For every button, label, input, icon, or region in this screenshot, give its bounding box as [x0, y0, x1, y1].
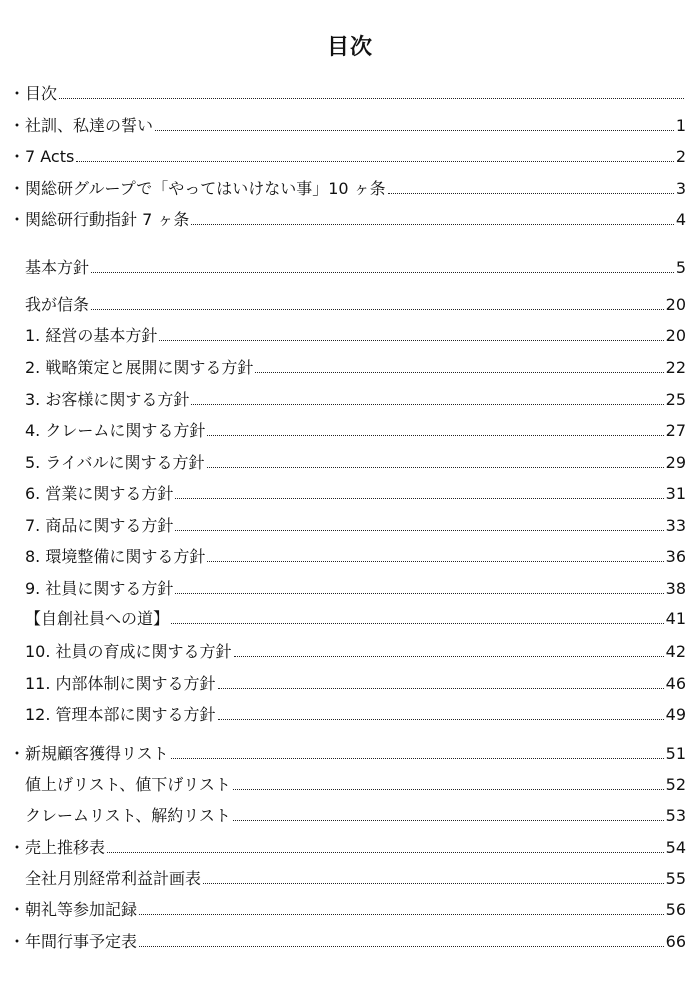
dot-leader [255, 372, 663, 373]
toc-page-number: 53 [665, 806, 686, 825]
dot-leader [207, 467, 664, 468]
toc-entry-label: 8. 環境整備に関する方針 [25, 547, 206, 566]
toc-page-number: 25 [665, 390, 686, 409]
toc-entry[interactable] [9, 605, 686, 629]
toc-entry-label: 6. 営業に関する方針 [25, 484, 174, 503]
dot-leader [76, 161, 673, 162]
dot-leader [207, 435, 663, 436]
toc-entry[interactable] [9, 575, 686, 599]
toc-page-number: 55 [665, 869, 686, 888]
toc-entry-label: 年間行事予定表 [25, 932, 138, 951]
dot-leader [155, 130, 674, 131]
toc-entry[interactable] [9, 322, 686, 346]
toc-entry[interactable] [9, 480, 686, 504]
dot-leader [139, 914, 664, 915]
toc-page-number: 1 [675, 116, 686, 135]
toc-page-number: 41 [665, 609, 686, 628]
dot-leader [218, 688, 664, 689]
dot-leader [191, 404, 663, 405]
toc-entry-label: 関総研グループで「やってはいけない事」10 ヶ条 [25, 179, 386, 198]
toc-page-number: 27 [665, 421, 686, 440]
toc-entry-label: 4. クレームに関する方針 [25, 421, 206, 440]
toc-entry[interactable] [9, 701, 686, 725]
toc-entry[interactable] [9, 80, 686, 104]
toc-entry[interactable] [9, 112, 686, 136]
toc-page-number: 56 [665, 900, 686, 919]
toc-entry-label: 目次 [25, 84, 58, 103]
toc-bullet: ・ [9, 179, 26, 198]
toc-entry-label: 11. 内部体制に関する方針 [25, 674, 216, 693]
toc-entry[interactable] [9, 512, 686, 536]
toc-entry[interactable] [9, 543, 686, 567]
toc-bullet: ・ [9, 900, 26, 919]
dot-leader [175, 593, 663, 594]
toc-entry[interactable] [9, 670, 686, 694]
toc-entry-label: 値上げリスト、値下げリスト [25, 775, 231, 794]
toc-page-number: 31 [665, 484, 686, 503]
toc-page-number: 29 [665, 453, 686, 472]
toc-page-number: 4 [675, 210, 686, 229]
toc-page-number: 38 [665, 579, 686, 598]
toc-page-number: 54 [665, 838, 686, 857]
toc-entry[interactable] [9, 143, 686, 167]
dot-leader [139, 946, 664, 947]
dot-leader [207, 561, 663, 562]
toc-entry[interactable] [9, 354, 686, 378]
toc-page-number: 5 [675, 258, 686, 277]
toc-entry[interactable] [9, 834, 686, 858]
toc-bullet: ・ [9, 932, 26, 951]
toc-bullet: ・ [9, 838, 26, 857]
page-title: 目次 [326, 35, 373, 60]
dot-leader [233, 820, 664, 821]
toc-bullet: ・ [9, 210, 26, 229]
toc-entry[interactable] [9, 896, 686, 920]
toc-entry-label: 売上推移表 [25, 838, 106, 857]
toc-entry-label: 【自創社員への道】 [25, 609, 170, 628]
toc-entry-label: 我が信条 [25, 295, 90, 314]
toc-bullet: ・ [9, 147, 26, 166]
dot-leader [107, 852, 664, 853]
dot-leader [388, 193, 674, 194]
toc-entry[interactable] [9, 865, 686, 889]
toc-entry[interactable] [9, 802, 686, 826]
toc-page-number: 2 [675, 147, 686, 166]
toc-entry[interactable] [9, 175, 686, 199]
dot-leader [171, 758, 664, 759]
toc-entry-label: 10. 社員の育成に関する方針 [25, 642, 232, 661]
toc-entry[interactable] [9, 254, 686, 278]
dot-leader [233, 789, 664, 790]
toc-entry-label: 朝礼等参加記録 [25, 900, 138, 919]
toc-entry-label: 5. ライバルに関する方針 [25, 453, 205, 472]
toc-entry-label: 2. 戦略策定と展開に関する方針 [25, 358, 254, 377]
toc-entry[interactable] [9, 291, 686, 315]
toc-entry[interactable] [9, 417, 686, 441]
toc-entry-label: 全社月別経常利益計画表 [25, 869, 202, 888]
toc-entry-label: 12. 管理本部に関する方針 [25, 705, 216, 724]
toc-entry-label: 1. 経営の基本方針 [25, 326, 158, 345]
dot-leader [218, 719, 664, 720]
toc-entry[interactable] [9, 771, 686, 795]
toc-entry[interactable] [9, 740, 686, 764]
toc-bullet: ・ [9, 84, 26, 103]
dot-leader [203, 883, 664, 884]
toc-entry[interactable] [9, 206, 686, 230]
dot-leader [175, 498, 663, 499]
toc-page-number: 33 [665, 516, 686, 535]
toc-page-number: 66 [665, 932, 686, 951]
toc-bullet: ・ [9, 116, 26, 135]
dot-leader [159, 340, 663, 341]
toc-page-number: 20 [665, 326, 686, 345]
toc-entry[interactable] [9, 449, 686, 473]
toc-entry-label: 9. 社員に関する方針 [25, 579, 174, 598]
toc-page-number: 22 [665, 358, 686, 377]
dot-leader [171, 623, 664, 624]
dot-leader [91, 309, 664, 310]
toc-entry-label: クレームリスト、解約リスト [25, 806, 231, 825]
toc-page-number: 3 [675, 179, 686, 198]
toc-entry-label: 7. 商品に関する方針 [25, 516, 174, 535]
toc-entry-label: 基本方針 [25, 258, 90, 277]
toc-page-number: 42 [665, 642, 686, 661]
dot-leader [91, 272, 674, 273]
toc-entry[interactable] [9, 928, 686, 952]
toc-page-number: 46 [665, 674, 686, 693]
toc-bullet: ・ [9, 744, 26, 763]
toc-entry-label: 関総研行動指針 7 ヶ条 [25, 210, 190, 229]
dot-leader [59, 98, 684, 99]
toc-entry-label: 3. お客様に関する方針 [25, 390, 190, 409]
toc-page-number: 49 [665, 705, 686, 724]
toc-entry-label: 7 Acts [25, 147, 75, 166]
toc-page-number: 51 [665, 744, 686, 763]
toc-page-number: 36 [665, 547, 686, 566]
toc-entry[interactable] [9, 386, 686, 410]
toc-entry-label: 新規顧客獲得リスト [25, 744, 169, 763]
toc-entry-label: 社訓、私達の誓い [25, 116, 154, 135]
dot-leader [234, 656, 664, 657]
toc-page-number: 52 [665, 775, 686, 794]
dot-leader [191, 224, 673, 225]
toc-page-number: 20 [665, 295, 686, 314]
dot-leader [175, 530, 663, 531]
toc-entry[interactable] [9, 638, 686, 662]
